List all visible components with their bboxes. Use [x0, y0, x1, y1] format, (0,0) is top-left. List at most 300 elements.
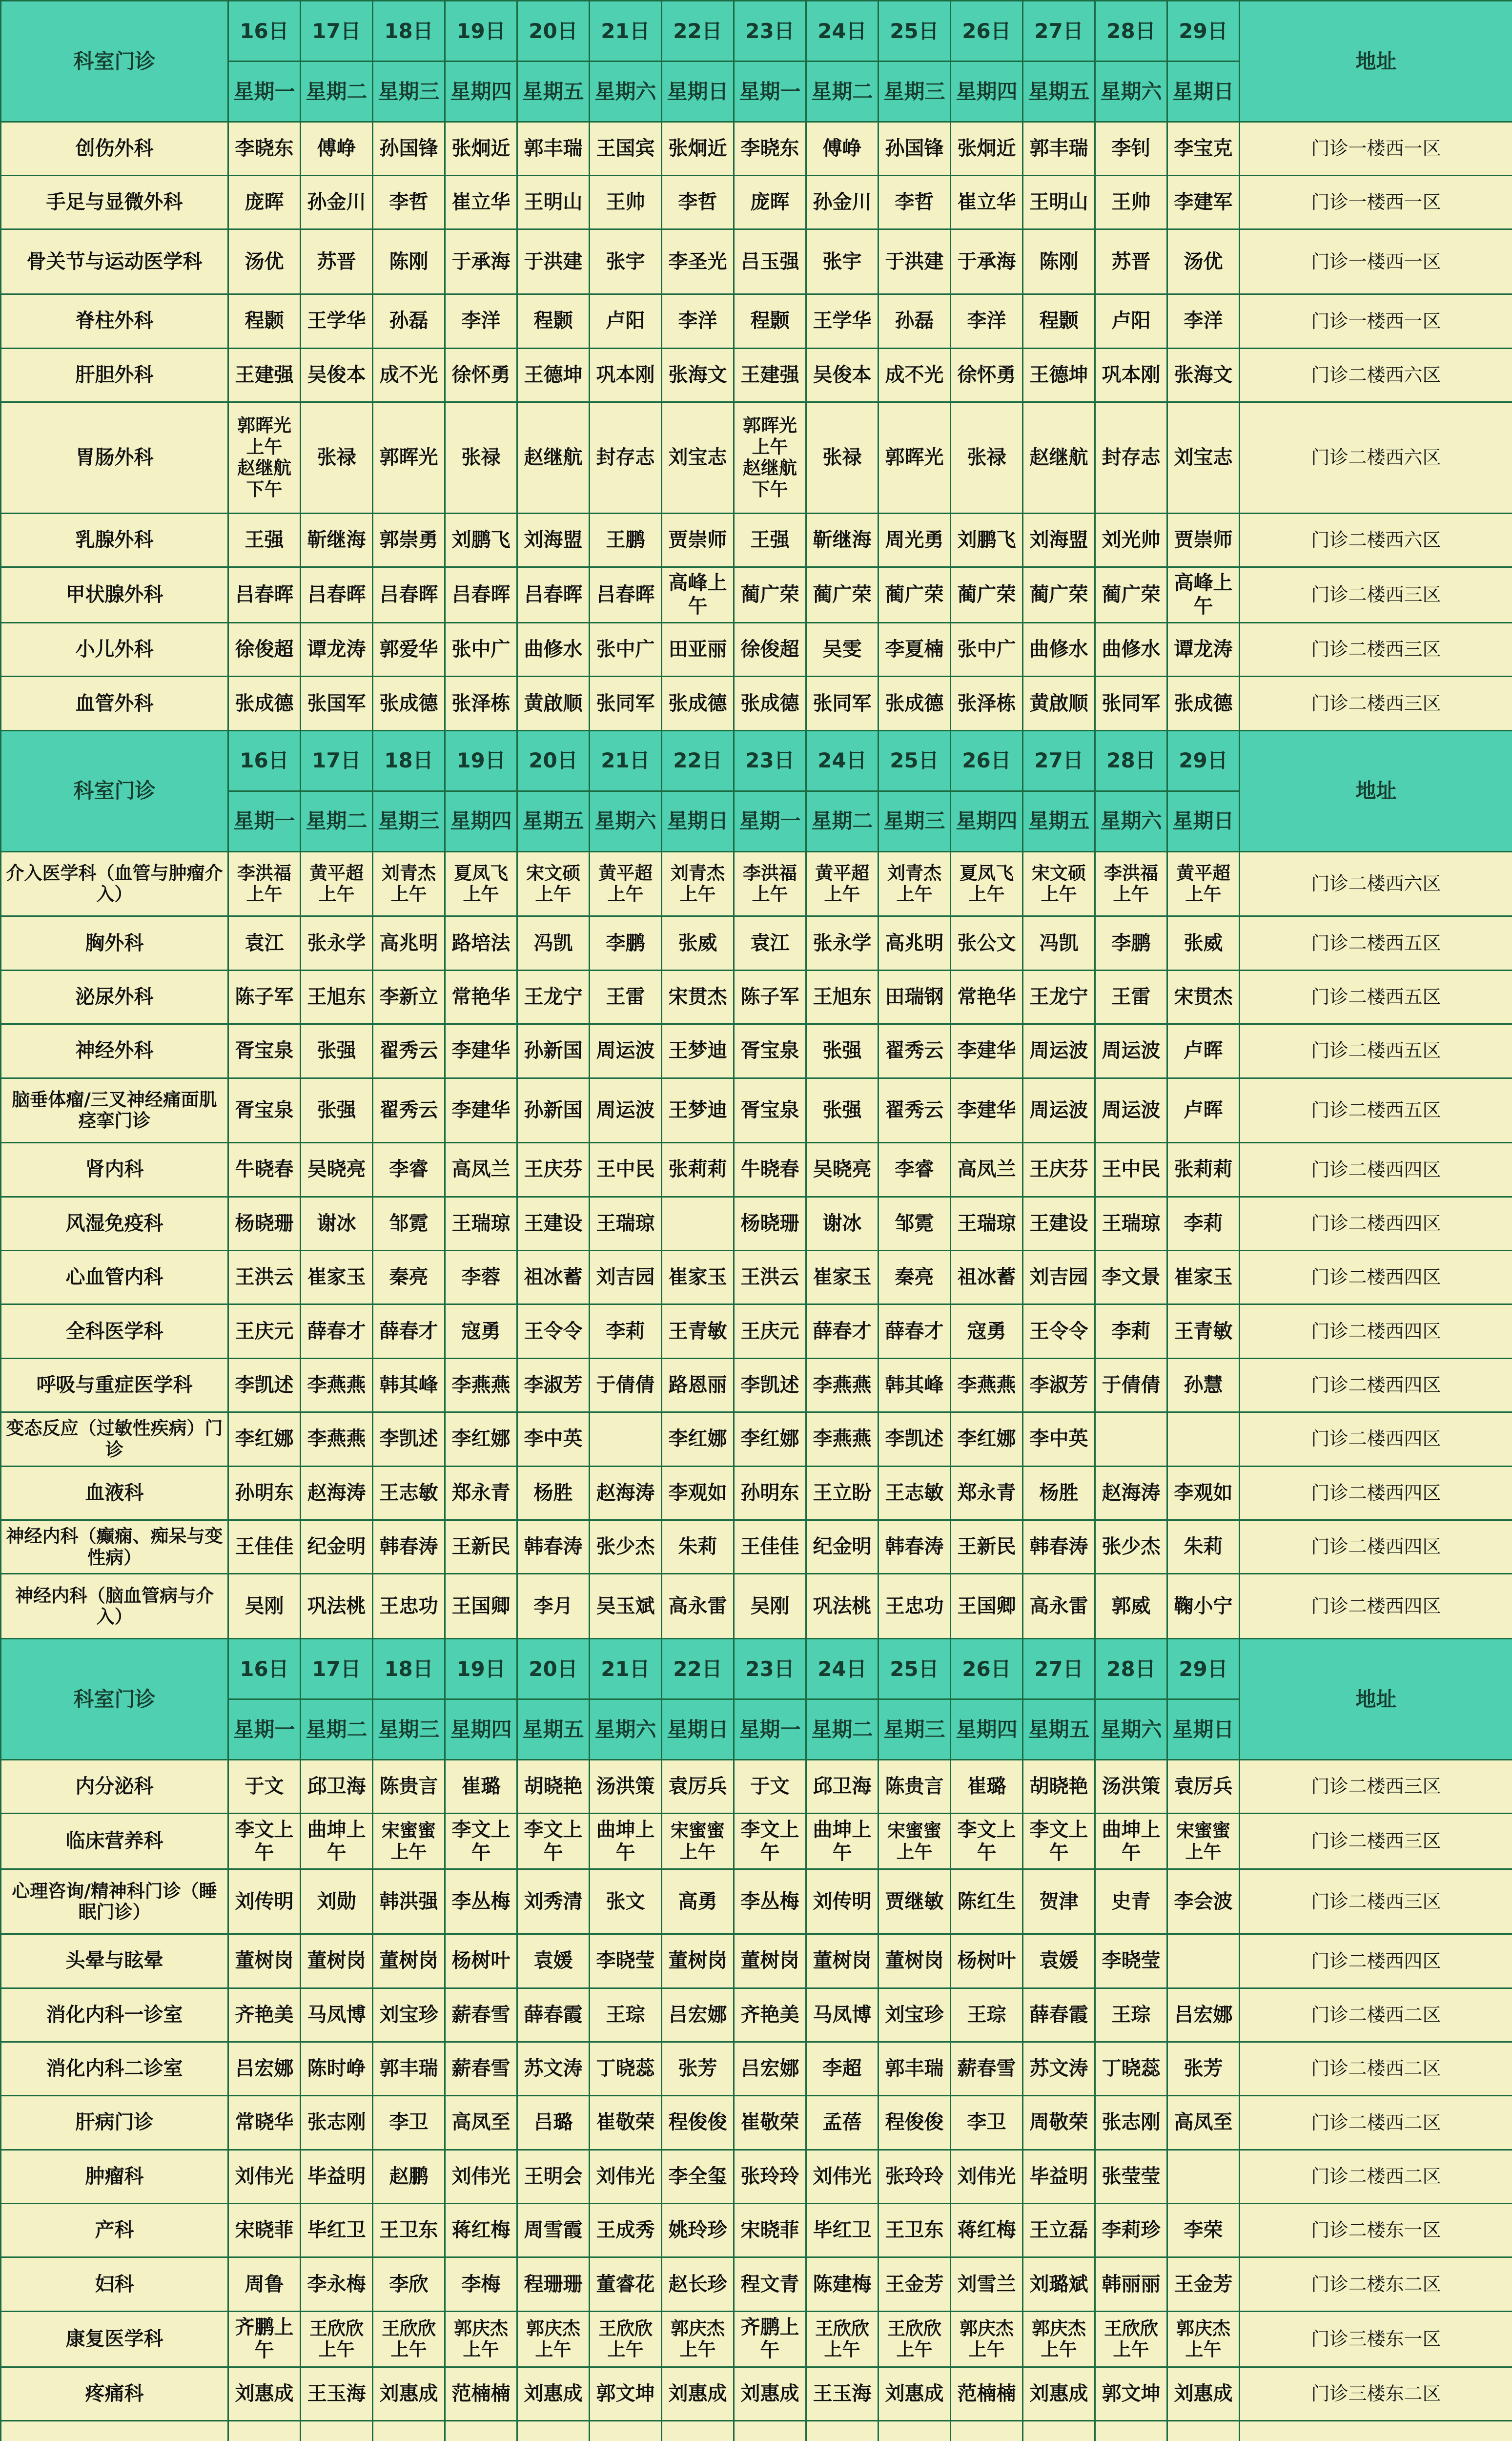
doctor-cell: 张禄 [445, 402, 517, 513]
day-header: 22日 [662, 1, 734, 62]
day-header: 19日 [445, 1639, 517, 1699]
doctor-cell: 崔家玉 [301, 1251, 373, 1304]
doctor-cell: 程颢 [228, 294, 301, 348]
doctor-cell: 宋蜜蜜上午 [662, 1814, 734, 1869]
dept-address: 门诊二楼西二区 [1240, 2150, 1512, 2203]
weekday-header: 星期二 [301, 791, 373, 851]
doctor-cell: 赵海涛 [1095, 1466, 1167, 1520]
doctor-cell: 徐怀勇 [951, 348, 1023, 402]
doctor-cell: 高勇 [662, 1869, 734, 1934]
doctor-cell: 董睿花 [590, 2257, 662, 2311]
doctor-cell: 薪春雪 [445, 2042, 517, 2096]
doctor-cell: 王琮 [590, 1988, 662, 2042]
doctor-cell: 李文上午 [734, 1814, 806, 1869]
doctor-cell: 袁厉兵 [662, 1759, 734, 1813]
dept-name: 胃肠外科 [1, 402, 228, 513]
doctor-cell: 于洪建 [879, 229, 951, 294]
doctor-cell: 袁厉兵 [1167, 1759, 1240, 1813]
dept-name: 风湿免疫科 [1, 1197, 228, 1250]
doctor-cell: 李凯述 [228, 1358, 301, 1412]
doctor-cell: 朱莉 [1167, 1520, 1240, 1573]
doctor-cell: 王龙宁 [1023, 970, 1095, 1024]
doctor-cell: 于洪建 [517, 229, 590, 294]
dept-name: 康复医学科 [1, 2311, 228, 2367]
doctor-cell: 赵继航 [517, 402, 590, 513]
dept-address: 门诊二楼西四区 [1240, 1143, 1512, 1197]
doctor-cell: 孙新国 [517, 1078, 590, 1143]
dept-address: 门诊一楼西一区 [1240, 122, 1512, 175]
doctor-cell: 田瑞钢 [879, 970, 951, 1024]
day-header: 24日 [806, 1639, 879, 1699]
doctor-cell: 刘伟光 [806, 2150, 879, 2203]
doctor-cell: 李晓东 [734, 122, 806, 175]
doctor-cell: 胥宝泉 [734, 1024, 806, 1078]
weekday-header: 星期五 [517, 1699, 590, 1760]
doctor-cell: 成不光 [373, 348, 445, 402]
doctor-cell: 王欣欣上午 [590, 2311, 662, 2367]
doctor-cell: 周运波 [1023, 1078, 1095, 1143]
doctor-cell: 冯凯 [1023, 916, 1095, 970]
weekday-header: 星期一 [734, 61, 806, 122]
header-row-days [1, 1639, 1512, 1699]
dept-name: 呼吸与重症医学科 [1, 1358, 228, 1412]
doctor-cell [1167, 1412, 1240, 1466]
doctor-cell: 孙明东 [228, 1466, 301, 1520]
doctor-cell: 张海文 [662, 348, 734, 402]
doctor-cell: 王玉海 [301, 2367, 373, 2421]
doctor-cell: 郭庆杰上午 [517, 2311, 590, 2367]
dept-name: 疼痛科 [1, 2367, 228, 2421]
doctor-cell: 王德坤 [517, 348, 590, 402]
doctor-cell: 李梅 [445, 2257, 517, 2311]
dept-address: 门诊三楼东一区 [1240, 2311, 1512, 2367]
doctor-cell: 王令令 [1023, 1304, 1095, 1358]
doctor-cell: 李卫 [373, 2096, 445, 2150]
doctor-cell: 毕红卫 [806, 2204, 879, 2257]
doctor-cell: 王鹏 [590, 513, 662, 567]
day-header: 22日 [662, 1639, 734, 1699]
dept-name: 肿瘤科 [1, 2150, 228, 2203]
doctor-cell: 李文上午 [445, 1814, 517, 1869]
doctor-cell: 李文景 [1095, 1251, 1167, 1304]
doctor-cell: 崔家玉 [662, 1251, 734, 1304]
doctor-cell: 田亚丽 [662, 623, 734, 677]
doctor-cell: 李莉 [1095, 1304, 1167, 1358]
doctor-cell: 高兆明 [879, 916, 951, 970]
dept-address: 门诊二楼西五区 [1240, 970, 1512, 1024]
doctor-cell: 胥宝泉 [228, 1024, 301, 1078]
doctor-cell: 马凤博 [806, 1988, 879, 2042]
day-header: 25日 [879, 1639, 951, 1699]
doctor-cell: 王雷 [1095, 970, 1167, 1024]
doctor-cell: 苏晋 [1095, 229, 1167, 294]
doctor-cell: 蔺广荣 [806, 567, 879, 622]
doctor-cell: 王中民 [590, 1143, 662, 1197]
doctor-cell: 孙磊 [879, 294, 951, 348]
doctor-cell: 曲修水 [1095, 623, 1167, 677]
doctor-cell: 周运波 [1023, 1024, 1095, 1078]
doctor-cell [662, 1197, 734, 1250]
weekday-header: 星期一 [734, 791, 806, 851]
doctor-cell: 郑永青 [951, 1466, 1023, 1520]
doctor-cell: 刘传明 [806, 1869, 879, 1934]
weekday-header: 星期四 [951, 791, 1023, 851]
doctor-cell: 庞晖 [734, 176, 806, 229]
dept-address: 门诊一楼西一区 [1240, 229, 1512, 294]
weekday-header: 星期六 [590, 791, 662, 851]
doctor-cell: 牛晓春 [228, 1143, 301, 1197]
table-row [1, 122, 1512, 175]
doctor-cell: 陈时峥 [301, 2042, 373, 2096]
doctor-cell: 夏凤飞上午 [951, 851, 1023, 916]
dept-address: 门诊二楼东一区 [1240, 2204, 1512, 2257]
doctor-cell: 王佳佳 [228, 1520, 301, 1573]
table-row [1, 348, 1512, 402]
doctor-cell: 袁媛 [517, 1934, 590, 1988]
doctor-cell: 李卫 [951, 2096, 1023, 2150]
doctor-cell: 王欣欣上午 [373, 2311, 445, 2367]
doctor-cell: 孙国锋 [373, 122, 445, 175]
doctor-cell: 程颢 [517, 294, 590, 348]
dept-header: 科室门诊 [1, 1639, 228, 1760]
doctor-cell: 赵鹏 [373, 2150, 445, 2203]
day-header: 20日 [517, 1639, 590, 1699]
doctor-cell: 李莉 [590, 1304, 662, 1358]
doctor-cell: 卢阳 [590, 294, 662, 348]
doctor-cell: 袁江 [734, 916, 806, 970]
doctor-cell: 袁江 [228, 916, 301, 970]
doctor-cell: 李洪福上午 [734, 851, 806, 916]
doctor-cell: 李圣光 [662, 229, 734, 294]
doctor-cell: 邹霓 [373, 1197, 445, 1250]
doctor-cell: 孙慧 [1167, 1358, 1240, 1412]
doctor-cell: 宋晓菲 [734, 2204, 806, 2257]
doctor-cell: 贺津 [1023, 1869, 1095, 1934]
doctor-cell: 李晓莹 [590, 1934, 662, 1988]
doctor-cell: 谭龙涛 [1167, 623, 1240, 677]
doctor-cell: 张炯近 [662, 122, 734, 175]
dept-address: 门诊二楼西四区 [1240, 1466, 1512, 1520]
doctor-cell: 祖冰蓄 [951, 1251, 1023, 1304]
doctor-cell: 曲坤上午 [806, 1814, 879, 1869]
doctor-cell: 王梦迪 [662, 1024, 734, 1078]
doctor-cell [1167, 2150, 1240, 2203]
day-header: 18日 [373, 730, 445, 791]
doctor-cell: 王志敏 [879, 1466, 951, 1520]
doctor-cell: 王欣欣上午 [1095, 2311, 1167, 2367]
table-row [1, 229, 1512, 294]
doctor-cell: 巩本刚 [1095, 348, 1167, 402]
doctor-cell: 李建华 [445, 1024, 517, 1078]
weekday-header: 星期五 [1023, 791, 1095, 851]
doctor-cell: 范楠楠 [445, 2367, 517, 2421]
dept-name: 肾内科 [1, 1143, 228, 1197]
doctor-cell: 王帅 [590, 176, 662, 229]
doctor-cell: 王德坤 [1023, 348, 1095, 402]
doctor-cell: 李凯述 [373, 1412, 445, 1466]
table-row [1, 1869, 1512, 1934]
doctor-cell: 李哲 [879, 176, 951, 229]
doctor-cell: 赵继航 [1023, 402, 1095, 513]
doctor-cell: 李燕燕 [806, 1412, 879, 1466]
doctor-cell: 李淑芳 [1023, 1358, 1095, 1412]
doctor-cell: 董树岗 [879, 1934, 951, 1988]
dept-address: 门诊二楼西四区 [1240, 1358, 1512, 1412]
weekday-header: 星期五 [517, 791, 590, 851]
weekday-header: 星期二 [806, 61, 879, 122]
doctor-cell: 郭丰瑞 [879, 2042, 951, 2096]
dept-address: 门诊二楼西四区 [1240, 1934, 1512, 1988]
doctor-cell: 于承海 [951, 229, 1023, 294]
doctor-cell: 张莉莉 [1167, 1143, 1240, 1197]
doctor-cell: 王庆元 [734, 1304, 806, 1358]
doctor-cell: 李欣 [373, 2257, 445, 2311]
doctor-cell: 李红娜 [445, 1412, 517, 1466]
doctor-cell: 宋蜜蜜上午 [373, 1814, 445, 1869]
doctor-cell: 陈刚 [1023, 229, 1095, 294]
doctor-cell: 张宇 [806, 229, 879, 294]
doctor-cell [301, 2421, 373, 2441]
dept-name: 心理咨询/精神科门诊（睡眠门诊） [1, 1869, 228, 1934]
doctor-cell: 张中广 [445, 623, 517, 677]
doctor-cell: 刘鹏飞 [445, 513, 517, 567]
doctor-cell: 吕宏娜 [662, 1988, 734, 2042]
doctor-cell [879, 2421, 951, 2441]
doctor-cell: 姚玲珍 [662, 2204, 734, 2257]
doctor-cell: 李凯述 [879, 1412, 951, 1466]
table-row [1, 1143, 1512, 1197]
doctor-cell [1095, 2421, 1167, 2441]
weekday-header: 星期四 [951, 61, 1023, 122]
doctor-cell: 周运波 [590, 1078, 662, 1143]
doctor-cell: 马凤博 [301, 1988, 373, 2042]
doctor-cell: 吴晓亮 [806, 1143, 879, 1197]
doctor-cell: 谭龙涛 [301, 623, 373, 677]
doctor-cell: 杨树叶 [445, 1934, 517, 1988]
doctor-cell: 刘海盟 [517, 513, 590, 567]
doctor-cell: 李蓉 [445, 1251, 517, 1304]
doctor-cell: 曲坤上午 [590, 1814, 662, 1869]
doctor-cell: 翟秀云 [373, 1078, 445, 1143]
day-header: 27日 [1023, 1, 1095, 62]
doctor-cell: 李全玺 [662, 2150, 734, 2203]
dept-name: 脑垂体瘤/三叉神经痛面肌痉挛门诊 [1, 1078, 228, 1143]
doctor-cell: 杨胜 [517, 1466, 590, 1520]
doctor-cell: 陈子军 [228, 970, 301, 1024]
dept-name [1, 2421, 228, 2441]
doctor-cell: 张成德 [228, 677, 301, 730]
doctor-cell: 赵长珍 [662, 2257, 734, 2311]
doctor-cell: 王庆芬 [517, 1143, 590, 1197]
doctor-cell: 汤优 [1167, 229, 1240, 294]
doctor-cell: 常艳华 [951, 970, 1023, 1024]
doctor-cell: 崔敬荣 [590, 2096, 662, 2150]
doctor-cell: 齐艳美 [228, 1988, 301, 2042]
doctor-cell: 张志刚 [301, 2096, 373, 2150]
doctor-cell: 黄平超上午 [301, 851, 373, 916]
doctor-cell: 纪金明 [301, 1520, 373, 1573]
doctor-cell: 于文 [228, 1759, 301, 1813]
doctor-cell: 吴刚 [734, 1574, 806, 1639]
doctor-cell: 郭庆杰上午 [445, 2311, 517, 2367]
day-header: 18日 [373, 1, 445, 62]
dept-name: 头晕与眩晕 [1, 1934, 228, 1988]
weekday-header: 星期三 [373, 1699, 445, 1760]
day-header: 21日 [590, 1639, 662, 1699]
doctor-cell: 巩法桃 [806, 1574, 879, 1639]
doctor-cell [590, 1412, 662, 1466]
doctor-cell: 张炯近 [951, 122, 1023, 175]
weekday-header: 星期日 [1167, 61, 1240, 122]
doctor-cell: 路恩丽 [662, 1358, 734, 1412]
doctor-cell: 李莉珍 [1095, 2204, 1167, 2257]
dept-name: 骨关节与运动医学科 [1, 229, 228, 294]
doctor-cell: 王学华 [301, 294, 373, 348]
table-row [1, 2042, 1512, 2096]
day-header: 18日 [373, 1639, 445, 1699]
doctor-cell: 李洋 [951, 294, 1023, 348]
dept-name: 脊柱外科 [1, 294, 228, 348]
doctor-cell: 郭崇勇 [373, 513, 445, 567]
doctor-cell: 李红娜 [734, 1412, 806, 1466]
doctor-cell: 李观如 [1167, 1466, 1240, 1520]
doctor-cell: 王庆元 [228, 1304, 301, 1358]
doctor-cell: 孙磊 [373, 294, 445, 348]
doctor-cell: 封存志 [590, 402, 662, 513]
dept-header: 科室门诊 [1, 1, 228, 122]
doctor-cell: 周运波 [1095, 1024, 1167, 1078]
doctor-cell: 王欣欣上午 [806, 2311, 879, 2367]
doctor-cell: 李洋 [662, 294, 734, 348]
doctor-cell: 李燕燕 [951, 1358, 1023, 1412]
doctor-cell: 刘勋 [301, 1869, 373, 1934]
doctor-cell: 蒋红梅 [951, 2204, 1023, 2257]
doctor-cell: 张玲玲 [734, 2150, 806, 2203]
doctor-cell: 王明山 [517, 176, 590, 229]
weekday-header: 星期日 [662, 1699, 734, 1760]
doctor-cell: 李哲 [373, 176, 445, 229]
weekday-header: 星期五 [517, 61, 590, 122]
doctor-cell: 黄啟顺 [1023, 677, 1095, 730]
doctor-cell: 王青敏 [662, 1304, 734, 1358]
doctor-cell: 王强 [228, 513, 301, 567]
dept-name: 介入医学科（血管与肿瘤介入） [1, 851, 228, 916]
doctor-cell: 韩洪强 [373, 1869, 445, 1934]
table-row [1, 1358, 1512, 1412]
doctor-cell: 于倩倩 [590, 1358, 662, 1412]
doctor-cell: 薪春雪 [951, 2042, 1023, 2096]
doctor-cell: 张莹莹 [1095, 2150, 1167, 2203]
doctor-cell: 赵海涛 [301, 1466, 373, 1520]
day-header: 28日 [1095, 1, 1167, 62]
doctor-cell: 张芳 [1167, 2042, 1240, 2096]
weekday-header: 星期三 [373, 791, 445, 851]
dept-name: 肝病门诊 [1, 2096, 228, 2150]
doctor-cell: 李会波 [1167, 1869, 1240, 1934]
table-row [1, 513, 1512, 567]
doctor-cell: 史青 [1095, 1869, 1167, 1934]
day-header: 23日 [734, 1, 806, 62]
doctor-cell: 卢晖 [1167, 1024, 1240, 1078]
doctor-cell: 郭晖光上午 赵继航下午 [734, 402, 806, 513]
doctor-cell: 崔立华 [951, 176, 1023, 229]
dept-address: 门诊二楼西三区 [1240, 1759, 1512, 1813]
doctor-cell: 孙国锋 [879, 122, 951, 175]
doctor-cell: 程俊俊 [662, 2096, 734, 2150]
doctor-cell: 韩春涛 [517, 1520, 590, 1573]
doctor-cell: 李晓东 [228, 122, 301, 175]
doctor-cell: 刘宝志 [1167, 402, 1240, 513]
doctor-cell: 刘惠成 [228, 2367, 301, 2421]
weekday-header: 星期四 [445, 791, 517, 851]
doctor-cell: 王梦迪 [662, 1078, 734, 1143]
doctor-cell: 李红娜 [662, 1412, 734, 1466]
doctor-cell: 王新民 [951, 1520, 1023, 1573]
doctor-cell: 薛春霞 [1023, 1988, 1095, 2042]
dept-address: 门诊二楼西三区 [1240, 1814, 1512, 1869]
doctor-cell: 张禄 [951, 402, 1023, 513]
doctor-cell: 杨晓珊 [228, 1197, 301, 1250]
doctor-cell: 汤优 [228, 229, 301, 294]
doctor-cell: 巩本刚 [590, 348, 662, 402]
doctor-cell: 王卫东 [373, 2204, 445, 2257]
doctor-cell: 郭丰瑞 [373, 2042, 445, 2096]
doctor-cell: 程颢 [1023, 294, 1095, 348]
doctor-cell: 刘海盟 [1023, 513, 1095, 567]
dept-address: 门诊二楼西四区 [1240, 1412, 1512, 1466]
doctor-cell: 秦亮 [373, 1251, 445, 1304]
doctor-cell: 吕宏娜 [228, 2042, 301, 2096]
weekday-header: 星期三 [879, 791, 951, 851]
doctor-cell: 张志刚 [1095, 2096, 1167, 2150]
doctor-cell: 蔺广荣 [951, 567, 1023, 622]
table-row [1, 916, 1512, 970]
table-row [1, 1520, 1512, 1573]
table-row [1, 851, 1512, 916]
dept-name: 产科 [1, 2204, 228, 2257]
doctor-cell: 陈刚 [373, 229, 445, 294]
doctor-cell: 王明山 [1023, 176, 1095, 229]
dept-name: 消化内科一诊室 [1, 1988, 228, 2042]
doctor-cell: 张海文 [1167, 348, 1240, 402]
dept-name: 胸外科 [1, 916, 228, 970]
doctor-cell: 王瑞琼 [445, 1197, 517, 1250]
doctor-cell: 周雪霞 [517, 2204, 590, 2257]
dept-address: 门诊二楼西四区 [1240, 1304, 1512, 1358]
weekday-header: 星期一 [734, 1699, 806, 1760]
doctor-cell: 傅峥 [806, 122, 879, 175]
dept-address: 门诊二楼西五区 [1240, 1078, 1512, 1143]
doctor-cell: 于倩倩 [1095, 1358, 1167, 1412]
doctor-cell: 庞晖 [228, 176, 301, 229]
doctor-cell: 曲坤上午 [1095, 1814, 1167, 1869]
dept-address: 门诊二楼西三区 [1240, 677, 1512, 730]
doctor-cell: 李燕燕 [445, 1358, 517, 1412]
doctor-cell: 王忠功 [373, 1574, 445, 1639]
doctor-cell: 常晓华 [228, 2096, 301, 2150]
weekday-header: 星期日 [1167, 1699, 1240, 1760]
doctor-cell: 李中英 [1023, 1412, 1095, 1466]
dept-address: 门诊二楼西六区 [1240, 851, 1512, 916]
dept-address: 门诊二楼西四区 [1240, 1251, 1512, 1304]
doctor-cell: 纪金明 [806, 1520, 879, 1573]
doctor-cell: 曲坤上午 [301, 1814, 373, 1869]
doctor-cell: 崔璐 [445, 1759, 517, 1813]
table-row [1, 1304, 1512, 1358]
table-row [1, 1814, 1512, 1869]
doctor-cell: 刘宝珍 [373, 1988, 445, 2042]
doctor-cell: 王学华 [806, 294, 879, 348]
